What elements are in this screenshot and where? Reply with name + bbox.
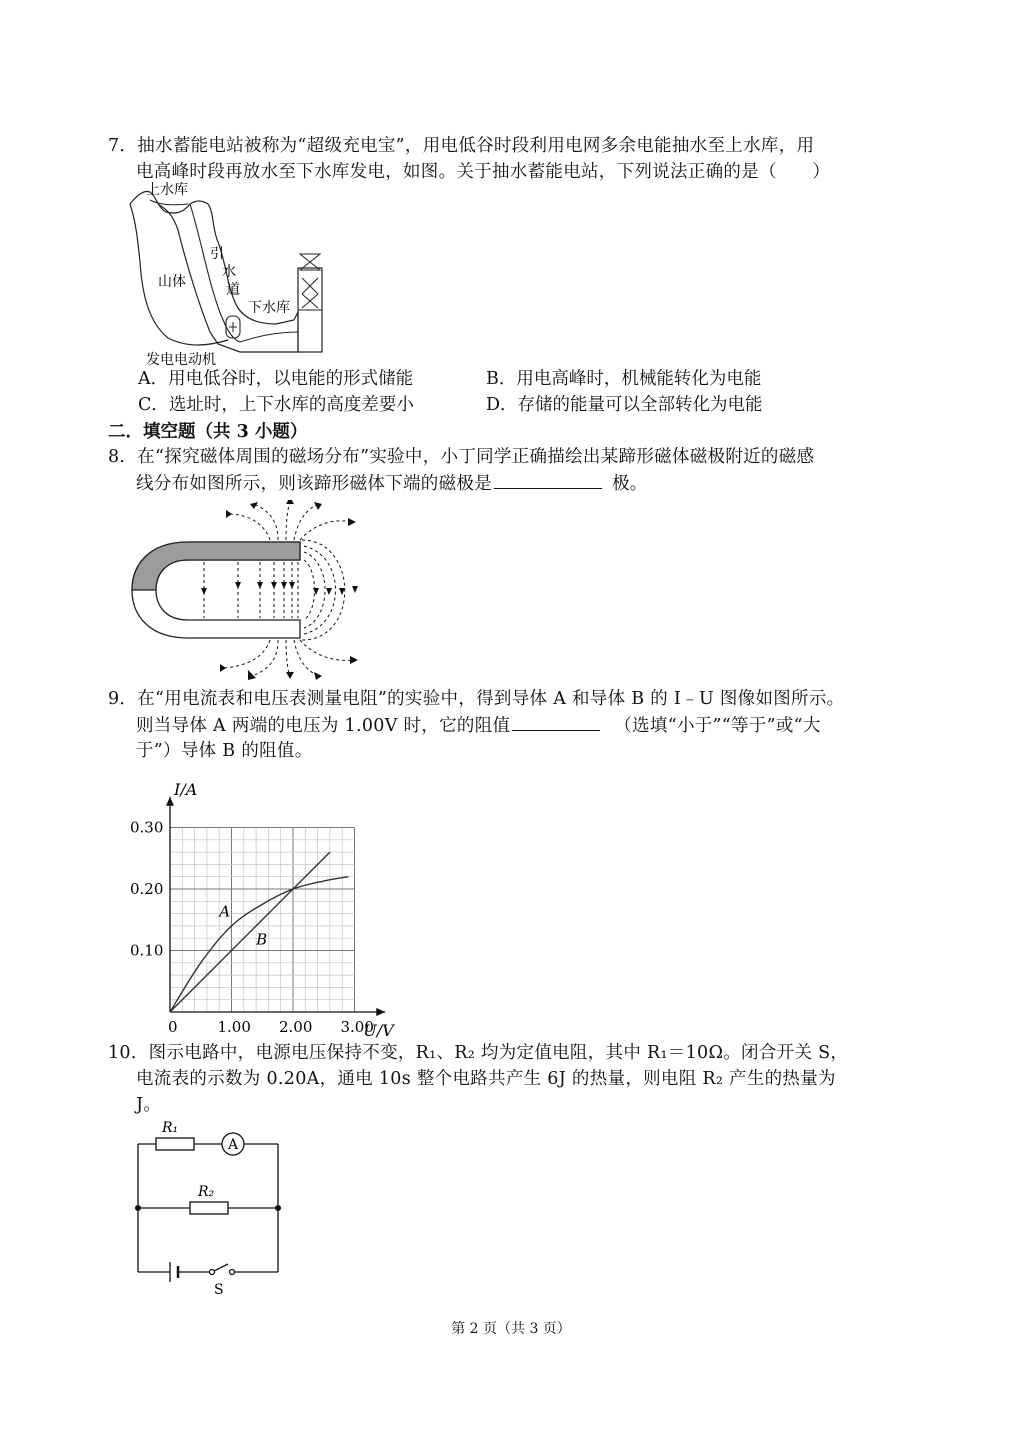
q9-answer-blank[interactable] — [512, 712, 600, 731]
q7-option-d: D．存储的能量可以全部转化为电能 — [486, 395, 763, 415]
label-r2: R₂ — [198, 1184, 215, 1200]
q9-line-1 — [108, 686, 844, 712]
q8-number: 8． — [108, 447, 138, 467]
resistor-r2 — [190, 1202, 228, 1214]
label-ammeter: A — [228, 1137, 239, 1153]
q10-text-3: J。 — [136, 1095, 162, 1115]
x-axis-label: U/V — [363, 1021, 394, 1039]
y-axis-label: I/A — [174, 779, 198, 799]
q8-answer-blank[interactable] — [494, 470, 602, 489]
q7-text-2: 电高峰时段再放水至下水库发电，如图。关于抽水蓄能电站，下列说法正确的是（ ） — [136, 162, 831, 182]
q10-line-1 — [108, 1040, 848, 1066]
x-tick-label: 2.00 — [279, 1018, 313, 1036]
y-tick-label: 0.20 — [130, 880, 164, 898]
x-tick-label: 1.00 — [217, 1018, 251, 1036]
q7-option-c: C．选址时，上下水库的高度差要小 — [138, 395, 414, 415]
q9-text-3: 于”）导体 B 的阻值。 — [136, 741, 313, 761]
series-b-label: B — [256, 930, 268, 949]
q7-option-b: B．用电高峰时，机械能转化为电能 — [486, 369, 762, 389]
label-channel-2: 水 — [222, 264, 236, 280]
q7-text-1: 抽水蓄能电站被称为“超级充电宝”，用电低谷时段利用电网多余电能抽水至上水库，用 — [137, 136, 815, 156]
q9-line-2 — [136, 712, 821, 739]
section-2-title: 二．填空题（共 3 小题） — [108, 422, 308, 442]
q10-text-1: 图示电路中，电源电压保持不变，R₁、R₂ 均为定值电阻，其中 R₁＝10Ω。闭合开关 S， — [148, 1043, 849, 1063]
horseshoe-magnet-figure — [128, 500, 368, 680]
label-lower-reservoir: 下水库 — [248, 300, 290, 316]
series-B-line — [170, 852, 330, 1012]
series-a-label: A — [219, 902, 231, 921]
resistor-r1 — [156, 1138, 194, 1150]
q9-text-2-pre: 则当导体 A 两端的电压为 1.00V 时，它的阻值 — [136, 716, 511, 736]
q9-text-1: 在“用电流表和电压表测量电阻”的实验中，得到导体 A 和导体 B 的 I﹣U 图像如图所示。 — [137, 689, 845, 709]
label-r1: R₁ — [162, 1120, 179, 1136]
x-tick-label: 3.00 — [340, 1018, 374, 1036]
q7-line-1 — [108, 133, 814, 159]
q9-text-2-post: （选填“小于”“等于”或“大 — [614, 716, 821, 736]
q8-line-2 — [136, 470, 648, 497]
label-generator: 发电电动机 — [146, 352, 216, 368]
label-channel-1: 引 — [210, 246, 224, 262]
q9-number: 9． — [108, 689, 138, 709]
x-tick-label: 0 — [168, 1018, 178, 1036]
label-upper-reservoir: 上水库 — [146, 182, 188, 198]
pumped-storage-figure — [128, 182, 338, 372]
y-axis-arrow-icon — [166, 797, 174, 806]
q8-text-2-pre: 线分布如图所示，则该蹄形磁体下端的磁极是 — [136, 474, 492, 494]
y-tick-label: 0.10 — [130, 941, 164, 960]
x-axis-arrow-icon — [376, 1008, 385, 1016]
label-channel-3: 道 — [226, 282, 240, 298]
q10-text-2: 电流表的示数为 0.20A，通电 10s 整个电路共产生 6J 的热量，则电阻 R₂ 产生的热量为 — [136, 1069, 836, 1089]
q8-text-2-post: 极。 — [612, 474, 648, 494]
q8-text-1: 在“探究磁体周围的磁场分布”实验中，小丁同学正确描绘出某蹄形磁体磁极附近的磁感 — [137, 447, 815, 467]
y-tick-label: 0.30 — [130, 818, 164, 837]
label-switch: S — [214, 1282, 224, 1296]
q10-number: 10． — [108, 1043, 149, 1063]
page-footer: 第 2 页（共 3 页） — [451, 1321, 571, 1337]
q8-line-1 — [108, 444, 814, 470]
q7-number: 7． — [108, 136, 138, 156]
label-mountain: 山体 — [158, 274, 186, 290]
circuit-figure — [128, 1116, 288, 1296]
iu-chart — [126, 764, 426, 1039]
q7-option-a: A．用电低谷时，以电能的形式储能 — [138, 369, 414, 389]
